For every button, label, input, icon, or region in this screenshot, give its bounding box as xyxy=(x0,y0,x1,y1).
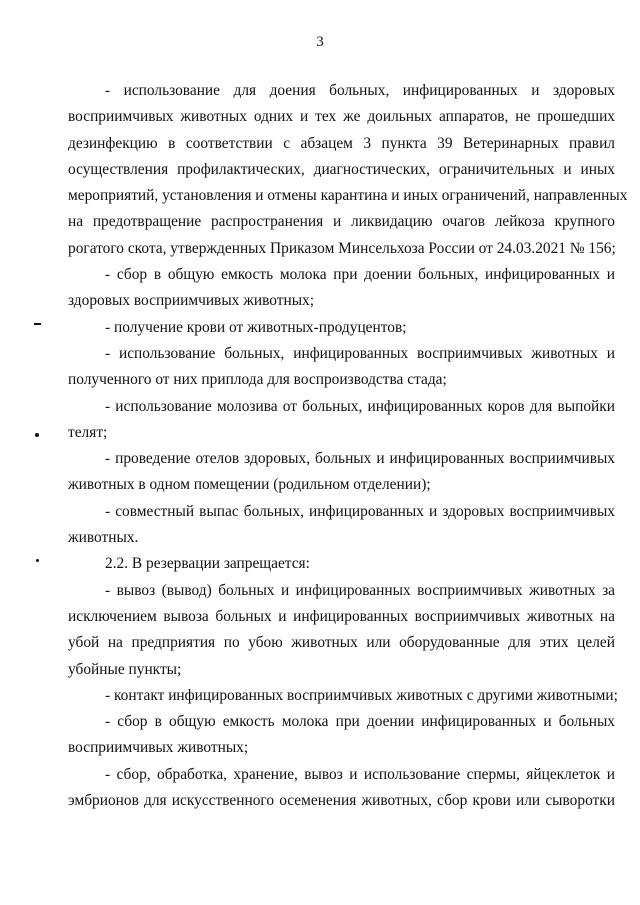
text-line: - сбор в общую емкость молока при доении инфицированных и больных xyxy=(105,713,615,731)
scan-speck xyxy=(35,433,39,437)
text-line: - совместный выпас больных, инфицированных и здоровых восприимчивых xyxy=(105,502,615,520)
text-line: рогатого скота, утвержденных Приказом Минсельхоза России от 24.03.2021 № 156; xyxy=(68,239,616,257)
paragraph xyxy=(68,315,615,341)
text-line: восприимчивых животных одних и тех же доильных аппаратов, не прошедших xyxy=(68,108,615,126)
text-line: - сбор в общую емкость молока при доении больных, инфицированных и xyxy=(105,266,615,284)
text-line: 2.2. В резервации запрещается: xyxy=(105,555,310,573)
text-line: дезинфекцию в соответствии с абзацем 3 пункта 39 Ветеринарных правил xyxy=(68,134,615,152)
text-line: - проведение отелов здоровых, больных и инфицированных восприимчивых xyxy=(105,450,615,468)
scan-speck xyxy=(36,559,39,562)
text-line: животных в одном помещении (родильном отделении); xyxy=(68,476,431,494)
text-line: - контакт инфицированных восприимчивых животных с другими животными; xyxy=(105,686,618,704)
paragraph xyxy=(68,709,615,762)
page-number: 3 xyxy=(316,34,324,50)
text-line: убойные пункты; xyxy=(68,660,182,678)
text-line: исключением вывоза больных и инфицированных восприимчивых животных на xyxy=(68,607,615,625)
text-line: на предотвращение распространения и ликвидацию очагов лейкоза крупного xyxy=(68,213,615,231)
paragraph xyxy=(68,341,615,394)
paragraph xyxy=(68,499,615,552)
text-line: - использование больных, инфицированных восприимчивых животных и xyxy=(105,344,615,362)
paragraph xyxy=(68,262,615,315)
text-line: здоровых восприимчивых животных; xyxy=(68,292,315,310)
paragraph xyxy=(68,78,628,262)
paragraph xyxy=(68,394,615,447)
document-body xyxy=(68,78,628,814)
text-line: телят; xyxy=(68,423,108,441)
paragraph xyxy=(68,446,615,499)
text-line: животных. xyxy=(68,529,139,547)
paragraph xyxy=(68,762,615,815)
text-line: - сбор, обработка, хранение, вывоз и использование спермы, яйцеклеток и xyxy=(105,765,615,783)
paragraph xyxy=(68,551,615,577)
paragraph xyxy=(68,578,615,683)
text-line: - использование молозива от больных, инфицированных коров для выпойки xyxy=(105,397,615,415)
text-line: эмбрионов для искусственного осеменения животных, сбор крови или сыворотки xyxy=(68,792,615,810)
text-line: восприимчивых животных; xyxy=(68,739,249,757)
text-line: - получение крови от животных-продуцентов; xyxy=(105,318,407,336)
text-line: убой на предприятия по убою животных или оборудованные для этих целей xyxy=(68,634,615,652)
paragraph xyxy=(68,683,618,709)
text-line: мероприятий, установления и отмены карантина и иных ограничений, направленных xyxy=(68,187,628,205)
text-line: - использование для доения больных, инфицированных и здоровых xyxy=(105,82,615,99)
text-line: - вывоз (вывод) больных и инфицированных восприимчивых животных за xyxy=(105,581,615,599)
scan-speck xyxy=(34,323,41,325)
text-line: осуществления профилактических, диагностических, ограничительных и иных xyxy=(68,160,615,178)
text-line: полученного от них приплода для воспроизводства стада; xyxy=(68,371,447,389)
